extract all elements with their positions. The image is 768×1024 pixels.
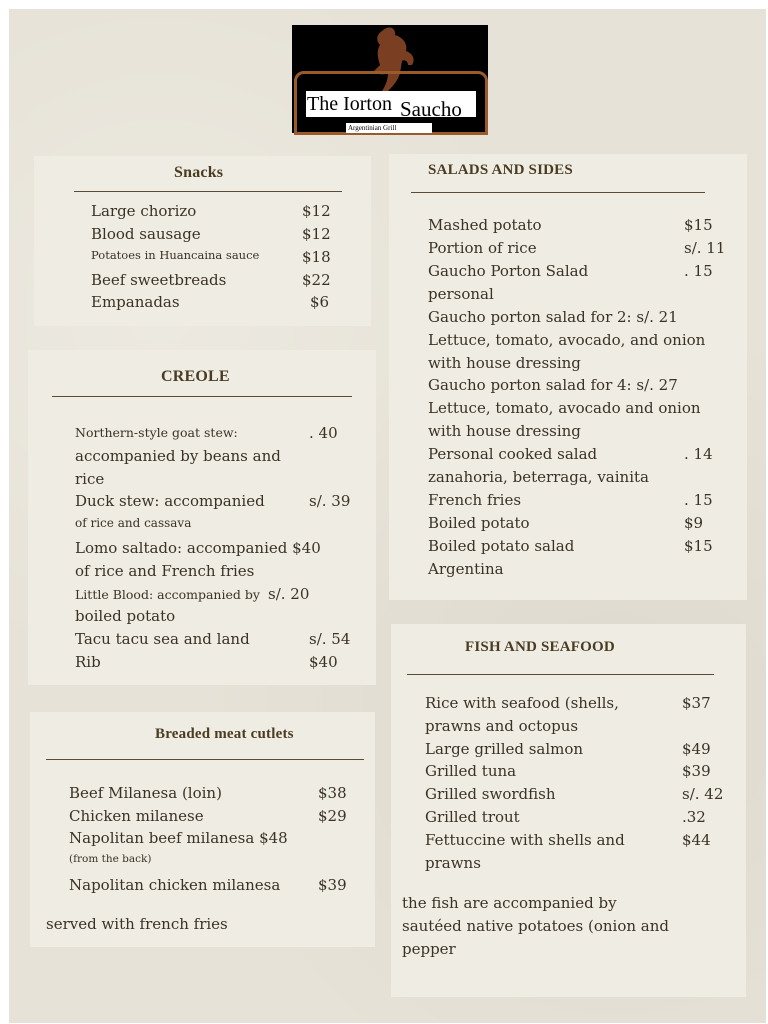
menu-item-desc: prawns: [425, 854, 481, 872]
menu-price: .32: [682, 808, 706, 826]
snacks-panel: [34, 156, 371, 326]
menu-item-desc: personal: [428, 285, 494, 303]
creole-panel: [28, 350, 376, 685]
menu-item: French fries: [428, 491, 522, 509]
menu-item: Beef Milanesa (loin): [69, 784, 222, 802]
menu-price: $38: [318, 784, 347, 802]
section-title: Snacks: [174, 164, 224, 181]
menu-price: . 14: [684, 445, 713, 463]
menu-price: $18: [302, 248, 331, 266]
section-title: FISH AND SEAFOOD: [465, 639, 615, 655]
menu-price: $29: [318, 807, 347, 825]
menu-item: Duck stew: accompanied: [75, 492, 265, 510]
section-note: served with french fries: [46, 915, 228, 933]
menu-item: Chicken milanese: [69, 807, 204, 825]
menu-price: s/. 42: [682, 785, 724, 803]
cutlets-panel: [30, 712, 375, 947]
section-title: Breaded meat cutlets: [155, 726, 294, 742]
menu-price: . 15: [684, 262, 713, 280]
menu-item-desc: with house dressing: [428, 422, 581, 440]
menu-item: Napolitan beef milanesa $48: [69, 829, 288, 847]
menu-price: . 40: [309, 424, 338, 442]
section-title: CREOLE: [161, 368, 230, 385]
menu-price: $12: [302, 202, 331, 220]
restaurant-logo: [292, 25, 488, 133]
menu-item: Blood sausage: [91, 225, 201, 243]
menu-item-desc: zanahoria, beterraga, vainita: [428, 468, 649, 486]
menu-item: Grilled trout: [425, 808, 520, 826]
menu-price: $6: [310, 293, 330, 311]
menu-item: Grilled tuna: [425, 762, 517, 780]
menu-item: Tacu tacu sea and land: [75, 630, 250, 648]
divider: [46, 759, 364, 760]
menu-price: s/. 39: [309, 492, 351, 510]
menu-item: Northern-style goat stew:: [75, 425, 238, 440]
menu-price: s/. 54: [309, 630, 351, 648]
menu-price: s/. 20: [268, 585, 310, 603]
logo-tagline: Argentinian Grill: [346, 123, 432, 133]
menu-item: Boiled potato salad: [428, 537, 575, 555]
menu-item: Personal cooked salad: [428, 445, 598, 463]
menu-price: $49: [682, 740, 711, 758]
menu-item: Potatoes in Huancaina sauce: [91, 248, 260, 262]
menu-item: Little Blood: accompanied by: [75, 587, 260, 602]
divider: [52, 396, 352, 397]
menu-item: Empanadas: [91, 293, 180, 311]
menu-price: $39: [318, 876, 347, 894]
divider: [74, 191, 342, 192]
menu-item-desc: rice: [75, 470, 105, 488]
menu-item: Rice with seafood (shells,: [425, 694, 619, 712]
menu-item: Large grilled salmon: [425, 740, 584, 758]
menu-item-desc: of rice and French fries: [75, 562, 255, 580]
menu-item: Lomo saltado: accompanied $40: [75, 539, 321, 557]
menu-price: $12: [302, 225, 331, 243]
menu-item: Gaucho porton salad for 2: s/. 21: [428, 308, 678, 326]
menu-item: Large chorizo: [91, 202, 197, 220]
menu-item-desc: prawns and octopus: [425, 717, 579, 735]
divider: [407, 674, 714, 675]
section-note: pepper: [402, 940, 456, 958]
menu-item-desc: with house dressing: [428, 354, 581, 372]
menu-item-desc: Lettuce, tomato, avocado, and onion: [428, 331, 706, 349]
menu-price: $44: [682, 831, 711, 849]
menu-item: Napolitan chicken milanesa: [69, 876, 281, 894]
menu-item: Grilled swordfish: [425, 785, 556, 803]
logo-name-part2: Saucho: [400, 97, 462, 121]
salads-panel: [389, 154, 747, 600]
menu-item: Boiled potato: [428, 514, 530, 532]
menu-item: Gaucho Porton Salad: [428, 262, 589, 280]
menu-item-desc: Lettuce, tomato, avocado and onion: [428, 399, 701, 417]
section-title: SALADS AND SIDES: [428, 162, 573, 178]
menu-item-desc: of rice and cassava: [75, 516, 192, 530]
menu-item: Rib: [75, 653, 101, 671]
menu-item: Portion of rice: [428, 239, 537, 257]
menu-price: $15: [684, 216, 713, 234]
menu-item-desc: (from the back): [69, 853, 152, 865]
menu-item: Fettuccine with shells and: [425, 831, 625, 849]
menu-price: $37: [682, 694, 711, 712]
fish-panel: [391, 624, 746, 997]
section-note: sautéed native potatoes (onion and: [402, 917, 670, 935]
menu-price: $39: [682, 762, 711, 780]
menu-item-desc: Argentina: [428, 560, 504, 578]
logo-name-part1: The Iorton: [307, 93, 392, 115]
divider: [411, 192, 705, 193]
menu-price: $40: [309, 653, 338, 671]
menu-item: Mashed potato: [428, 216, 542, 234]
menu-price: $15: [684, 537, 713, 555]
section-note: the fish are accompanied by: [402, 894, 617, 912]
menu-price: $9: [684, 514, 704, 532]
menu-item-desc: boiled potato: [75, 607, 176, 625]
menu-item: Gaucho porton salad for 4: s/. 27: [428, 376, 678, 394]
menu-item: Beef sweetbreads: [91, 271, 227, 289]
menu-price: . 15: [684, 491, 713, 509]
menu-price: $22: [302, 271, 331, 289]
menu-price: s/. 11: [684, 239, 726, 257]
menu-item-desc: accompanied by beans and: [75, 447, 281, 465]
